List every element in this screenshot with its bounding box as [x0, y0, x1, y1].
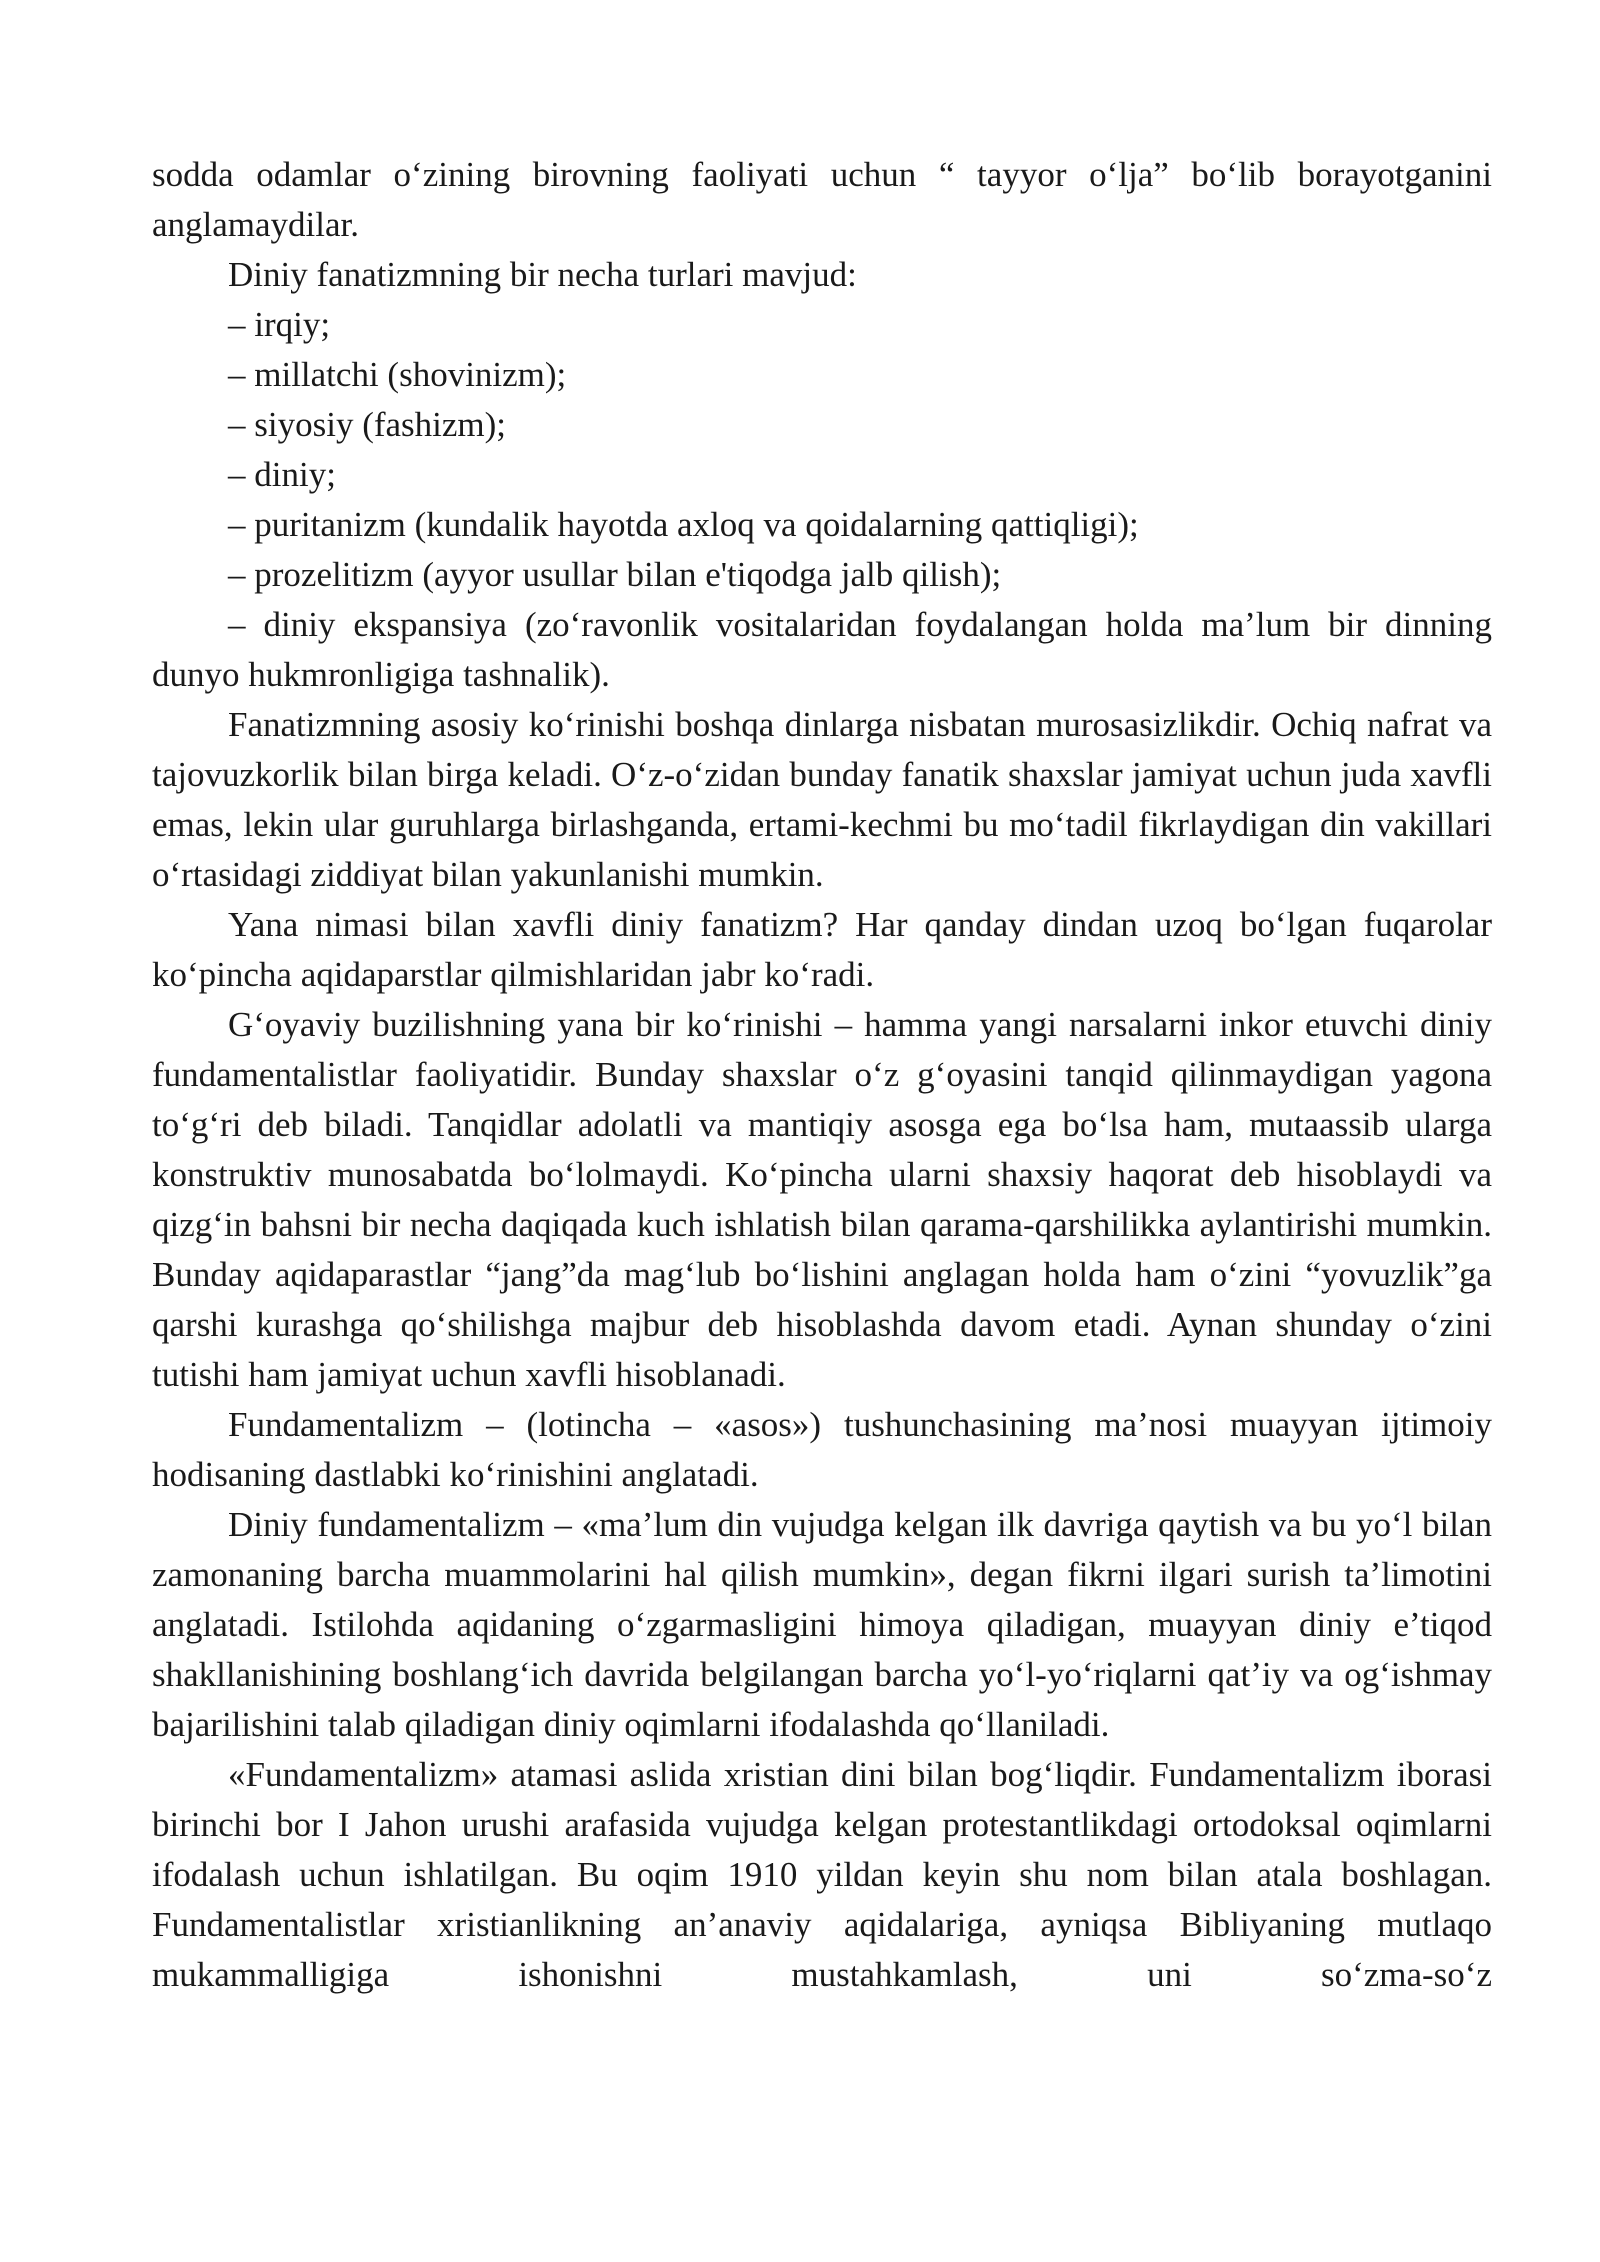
paragraph-fanatism-intolerance: Fanatizmning asosiy ko‘rinishi boshqa dinlarga nisbatan murosasizlikdir. Ochiq nafrat va tajovuzkorlik bilan birga keladi. O‘z-o‘zidan bunday fanatik shaxslar jamiyat uchun juda xavfli emas, lekin ular guruhlarga birlashganda, ertami-kechmi bu mo‘tadil fikrlaydigan din vakillari o‘rtasidagi ziddiyat bilan yakunlanishi mumkin.: [152, 705, 1492, 894]
paragraph-fundamentalism-term-origin: «Fundamentalizm» atamasi aslida xristian dini bilan bog‘liqdir. Fundamentalizm iborasi birinchi bor I Jahon urushi arafasida vujudga kelgan protestantlikdagi ortodoksal oqimlarni ifodalash uchun ishlatilgan. Bu oqim 1910 yildan keyin shu nom bilan atala boshlagan. Fundamentalistlar xristianlikning an’anaviy aqidalariga, ayniqsa Bibliyaning mutlaqo mukammalligiga ishonishni mustahkamlash, uni so‘zma-so‘z: [152, 1755, 1492, 1994]
list-item-diniy-ekspansiya: – diniy ekspansiya (zo‘ravonlik vositalaridan foydalangan holda ma’lum bir dinning dunyo hukmronligiga tashnalik).: [152, 605, 1492, 694]
list-item-irqiy: – irqiy;: [228, 305, 331, 344]
list-item-diniy: – diniy;: [228, 455, 336, 494]
document-page: [152, 150, 1492, 2000]
paragraph-fundamentalism-definition: Fundamentalizm – (lotincha – «asos») tushunchasining ma’nosi muayyan ijtimoiy hodisaning dastlabki ko‘rinishini anglatadi.: [152, 1405, 1492, 1494]
paragraph-fanatism-danger: Yana nimasi bilan xavfli diniy fanatizm? Har qanday dindan uzoq bo‘lgan fuqarolar ko‘pincha aqidaparstlar qilmishlaridan jabr ko‘radi.: [152, 905, 1492, 994]
paragraph-religious-fundamentalism: Diniy fundamentalizm – «ma’lum din vujudga kelgan ilk davriga qaytish va bu yo‘l bilan zamonaning barcha muammolarini hal qilish mumkin», degan fikrni ilgari surish ta’limotini anglatadi. Istilohda aqidaning o‘zgarmasligini himoya qiladigan, muayyan diniy e’tiqod shakllanishining boshlang‘ich davrida belgilangan barcha yo‘l-yo‘riqlarni qat’iy va og‘ishmay bajarilishini talab qiladigan diniy oqimlarni ifodalashda qo‘llaniladi.: [152, 1505, 1492, 1744]
paragraph-fanatism-types-intro: Diniy fanatizmning bir necha turlari mavjud:: [228, 255, 857, 294]
list-item-siyosiy: – siyosiy (fashizm);: [228, 405, 507, 444]
list-item-millatchi: – millatchi (shovinizm);: [228, 355, 567, 394]
paragraph-continuation: sodda odamlar o‘zining birovning faoliyati uchun “ tayyor o‘lja” bo‘lib borayotganini anglamaydilar.: [152, 155, 1492, 244]
list-item-puritanizm: – puritanizm (kundalik hayotda axloq va qoidalarning qattiqligi);: [228, 505, 1139, 544]
paragraph-fundamentalists-activity: G‘oyaviy buzilishning yana bir ko‘rinishi – hamma yangi narsalarni inkor etuvchi diniy fundamentalistlar faoliyatidir. Bunday shaxslar o‘z g‘oyasini tanqid qilinmaydigan yagona to‘g‘ri deb biladi. Tanqidlar adolatli va mantiqiy asosga ega bo‘lsa ham, mutaassib ularga konstruktiv munosabatda bo‘lolmaydi. Ko‘pincha ularni shaxsiy haqorat deb hisoblaydi va qizg‘in bahsni bir necha daqiqada kuch ishlatish bilan qarama-qarshilikka aylantirishi mumkin. Bunday aqidaparastlar “jang”da mag‘lub bo‘lishini anglagan holda ham o‘zini “yovuzlik”ga qarshi kurashga qo‘shilishga majbur deb hisoblashda davom etadi. Aynan shunday o‘zini tutishi ham jamiyat uchun xavfli hisoblanadi.: [152, 1005, 1492, 1394]
list-item-prozelitizm: – prozelitizm (ayyor usullar bilan e'tiqodga jalb qilish);: [228, 555, 1002, 594]
